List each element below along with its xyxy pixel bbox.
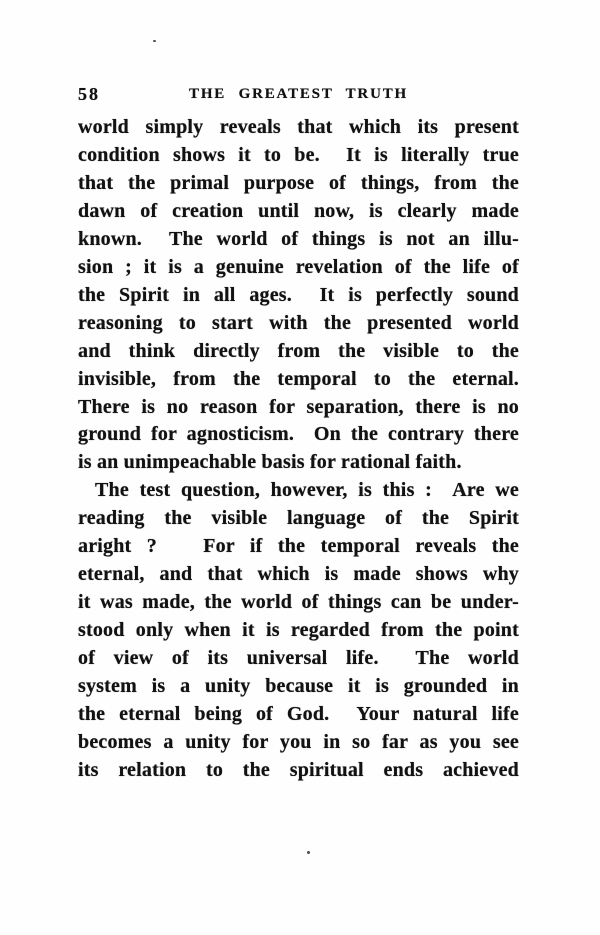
text-line: is an unimpeachable basis for rational faith.: [78, 451, 462, 474]
text-line: invisible, from the temporal to the eternal.: [78, 367, 519, 390]
text-line: There is no reason for separation, there is no: [78, 395, 519, 418]
text-line: known. The world of things is not an illu-: [78, 227, 519, 250]
page-number: 58: [78, 84, 100, 104]
page-header: [78, 84, 519, 102]
text-line: reasoning to start with the presented world: [78, 311, 519, 334]
text-line: world simply reveals that which its present: [78, 116, 519, 138]
text-line: reading the visible language of the Spirit: [78, 507, 519, 530]
text-line: the eternal being of God. Your natural life: [78, 703, 519, 726]
text-line: its relation to the spiritual ends achieved: [78, 758, 519, 781]
text-line: eternal, and that which is made shows why: [78, 563, 519, 586]
text-line: The test question, however, is this : Are we: [95, 479, 519, 502]
running-title: THE GREATEST TRUTH: [189, 86, 408, 102]
text-line: dawn of creation until now, is clearly made: [78, 199, 519, 222]
text-line: condition shows it to be. It is literally true: [78, 143, 519, 166]
text-line: sion ; it is a genuine revelation of the life of: [78, 255, 519, 278]
ink-speck: [153, 40, 156, 42]
ink-speck: [307, 851, 310, 854]
text-line: becomes a unity for you in so far as you see: [78, 730, 519, 753]
text-line: system is a unity because it is grounded in: [78, 675, 519, 698]
text-line: the Spirit in all ages. It is perfectly sound: [78, 283, 519, 306]
text-line: ground for agnosticism. On the contrary there: [78, 423, 519, 446]
text-line: aright ? For if the temporal reveals the: [78, 535, 519, 558]
text-line: and think directly from the visible to the: [78, 339, 519, 362]
page-body-text: [78, 114, 519, 785]
text-line: stood only when it is regarded from the point: [78, 619, 519, 642]
text-line: it was made, the world of things can be under-: [78, 591, 519, 614]
text-line: that the primal purpose of things, from the: [78, 171, 519, 194]
text-line: of view of its universal life. The world: [78, 647, 519, 670]
